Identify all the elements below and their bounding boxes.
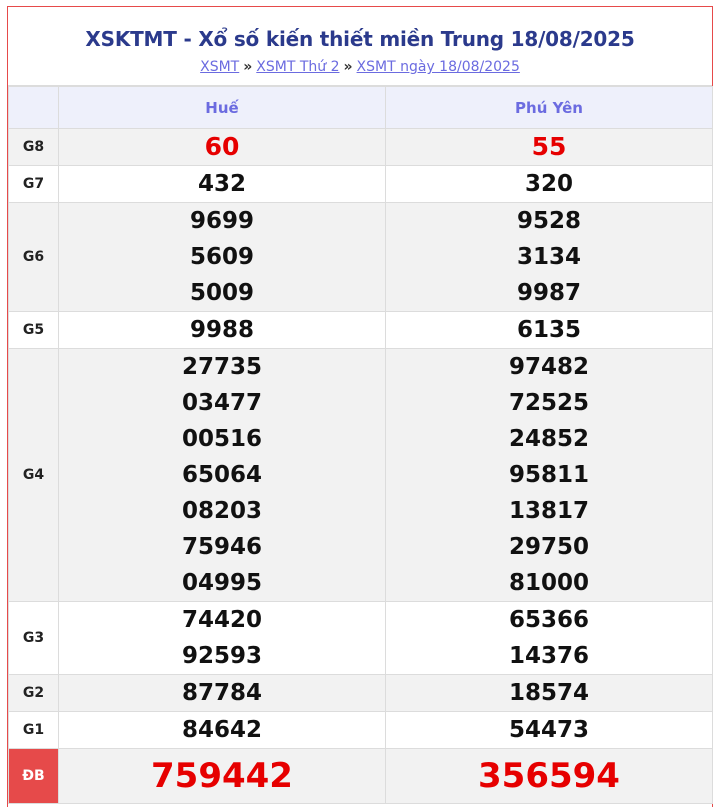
table-row: [9, 675, 713, 712]
prize-label-g5: G5: [9, 312, 59, 349]
prize-number: 9528: [516, 208, 581, 234]
prize-cell-g4-phuyen: [386, 349, 713, 602]
breadcrumb-xsmt-date-link[interactable]: XSMT ngày 18/08/2025: [356, 59, 520, 75]
prize-cell-db-hue: [59, 749, 386, 804]
prize-number: 81000: [508, 570, 590, 596]
prize-number: 24852: [508, 426, 590, 452]
prize-cell-g5-hue: [59, 312, 386, 349]
prize-number: 84642: [181, 717, 263, 743]
prize-number: 320: [524, 171, 573, 197]
prize-cell-db-phuyen: [386, 749, 713, 804]
prize-label-g1: G1: [9, 712, 59, 749]
prize-number: 74420: [181, 607, 263, 633]
prize-number: 5009: [189, 280, 254, 306]
prize-number: 75946: [181, 534, 263, 560]
table-row: [9, 749, 713, 804]
prize-cell-g6-phuyen: [386, 203, 713, 312]
prize-number: 03477: [181, 390, 263, 416]
prize-number: 5609: [189, 244, 254, 270]
prize-number: 9988: [189, 317, 254, 343]
prize-number: 04995: [181, 570, 263, 596]
table-row: [9, 203, 713, 312]
prize-number: 13817: [508, 498, 590, 524]
prize-number: 65064: [181, 462, 263, 488]
prize-number: 27735: [181, 354, 263, 380]
breadcrumb: [8, 59, 712, 75]
prize-number: 18574: [508, 680, 590, 706]
prize-number: 08203: [181, 498, 263, 524]
prize-number: 54473: [508, 717, 590, 743]
prize-label-g3: G3: [9, 602, 59, 675]
header-corner-cell: [9, 87, 59, 129]
prize-number: 759442: [151, 756, 293, 796]
breadcrumb-xsmt-thu2-link[interactable]: XSMT Thứ 2: [256, 59, 340, 75]
prize-label-g4: G4: [9, 349, 59, 602]
prize-label-db: ĐB: [9, 749, 59, 804]
page-title: XSKTMT - Xổ số kiến thiết miền Trung 18/08/2025: [85, 27, 635, 51]
prize-number: 72525: [508, 390, 590, 416]
table-row: [9, 312, 713, 349]
prize-cell-g8-hue: [59, 129, 386, 166]
prize-label-g7: G7: [9, 166, 59, 203]
prize-number: 87784: [181, 680, 263, 706]
prize-number: 6135: [516, 317, 581, 343]
prize-label-g2: G2: [9, 675, 59, 712]
table-row: [9, 712, 713, 749]
prize-number: 92593: [181, 643, 263, 669]
prize-number: 65366: [508, 607, 590, 633]
table-row: [9, 602, 713, 675]
column-header-hue[interactable]: Huế: [59, 87, 386, 129]
prize-cell-g2-phuyen: [386, 675, 713, 712]
prize-cell-g6-hue: [59, 203, 386, 312]
column-header-phu-yen[interactable]: Phú Yên: [386, 87, 713, 129]
prize-cell-g4-hue: [59, 349, 386, 602]
prize-label-g6: G6: [9, 203, 59, 312]
table-row: [9, 349, 713, 602]
prize-cell-g3-hue: [59, 602, 386, 675]
prize-cell-g1-hue: [59, 712, 386, 749]
prize-number: 97482: [508, 354, 590, 380]
prize-number: 9699: [189, 208, 254, 234]
prize-cell-g3-phuyen: [386, 602, 713, 675]
results-table: [8, 86, 713, 804]
prize-number: 9987: [516, 280, 581, 306]
prize-cell-g1-phuyen: [386, 712, 713, 749]
prize-cell-g5-phuyen: [386, 312, 713, 349]
prize-number: 3134: [516, 244, 581, 270]
results-panel: [7, 6, 713, 807]
prize-number: 29750: [508, 534, 590, 560]
prize-number: 14376: [508, 643, 590, 669]
table-row: [9, 166, 713, 203]
table-header-row: [9, 87, 713, 129]
breadcrumb-xsmt-link[interactable]: XSMT: [200, 59, 240, 75]
prize-cell-g2-hue: [59, 675, 386, 712]
prize-number: 95811: [508, 462, 590, 488]
breadcrumb-separator: »: [343, 59, 353, 75]
prize-table-body: [9, 129, 713, 804]
prize-number: 432: [197, 171, 246, 197]
prize-number: 55: [531, 132, 567, 161]
table-row: [9, 129, 713, 166]
prize-number: 00516: [181, 426, 263, 452]
prize-cell-g7-phuyen: [386, 166, 713, 203]
prize-cell-g7-hue: [59, 166, 386, 203]
results-header: [8, 7, 712, 86]
prize-number: 60: [204, 132, 240, 161]
prize-label-g8: G8: [9, 129, 59, 166]
breadcrumb-separator: »: [243, 59, 253, 75]
prize-cell-g8-phuyen: [386, 129, 713, 166]
prize-number: 356594: [478, 756, 620, 796]
